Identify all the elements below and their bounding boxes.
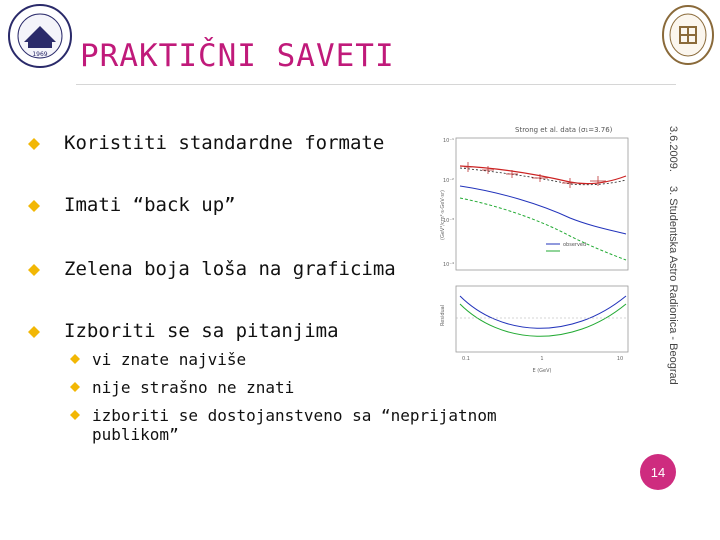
plot-xtick: 10: [616, 356, 624, 362]
footer-date: 3.6.2009.: [667, 126, 679, 172]
svg-text:1969: 1969: [32, 51, 48, 58]
diamond-bullet-icon: [28, 138, 40, 150]
diamond-bullet-icon: [28, 264, 40, 276]
diamond-sub-bullet-icon: [70, 382, 80, 392]
bullet-text: Izboriti se sa pitanjima: [64, 320, 339, 342]
bullet-text: Imati “back up”: [64, 194, 236, 216]
page-number-badge: 14: [640, 454, 676, 490]
side-footer: [662, 126, 684, 408]
plot-ylabel-bottom: Residual: [440, 304, 446, 326]
sub-bullet-text: vi znate najviše: [92, 350, 247, 369]
plot-title: Strong et al. data (σ₁=3.76): [515, 126, 613, 134]
sub-bullet-text: nije strašno ne znati: [92, 378, 295, 397]
diamond-sub-bullet-icon: [70, 410, 80, 420]
footer-event: 3. Studentska Astro Radionica - Beograd: [667, 186, 679, 385]
plot-ytick: 10⁻¹: [442, 138, 454, 144]
diamond-sub-bullet-icon: [70, 354, 80, 364]
diamond-bullet-icon: [28, 200, 40, 212]
embedded-plot-figure: [420, 120, 638, 378]
plot-xtick: 1: [540, 356, 544, 362]
plot-ytick: 10⁻⁴: [442, 262, 454, 268]
sub-bullet-text: izboriti se dostojanstveno sa “neprijatnom: [92, 406, 497, 425]
sub-bullet-item: [70, 378, 510, 397]
sub-bullet-continuation: publikom”: [92, 425, 179, 444]
bullet-text: Zelena boja loša na graficima: [64, 258, 396, 280]
plot-xtick: 0.1: [462, 356, 470, 362]
plot-ylabel-top: (GeV²/cm²·s·GeV·sr): [440, 190, 446, 240]
plot-xlabel: E (GeV): [532, 368, 552, 374]
title-divider: [76, 84, 676, 85]
right-logo-seal-icon: [660, 2, 716, 68]
plot-ytick: 10⁻³: [442, 218, 454, 224]
sub-bullet-item: [70, 406, 510, 444]
diamond-bullet-icon: [28, 326, 40, 338]
left-logo-seal-icon: [2, 2, 78, 70]
plot-ytick: 10⁻²: [442, 178, 454, 184]
bullet-text: Koristiti standardne formate: [64, 132, 385, 154]
plot-legend-label: observed: [563, 242, 587, 248]
slide-title: PRAKTIČNI SAVETI: [80, 38, 395, 74]
